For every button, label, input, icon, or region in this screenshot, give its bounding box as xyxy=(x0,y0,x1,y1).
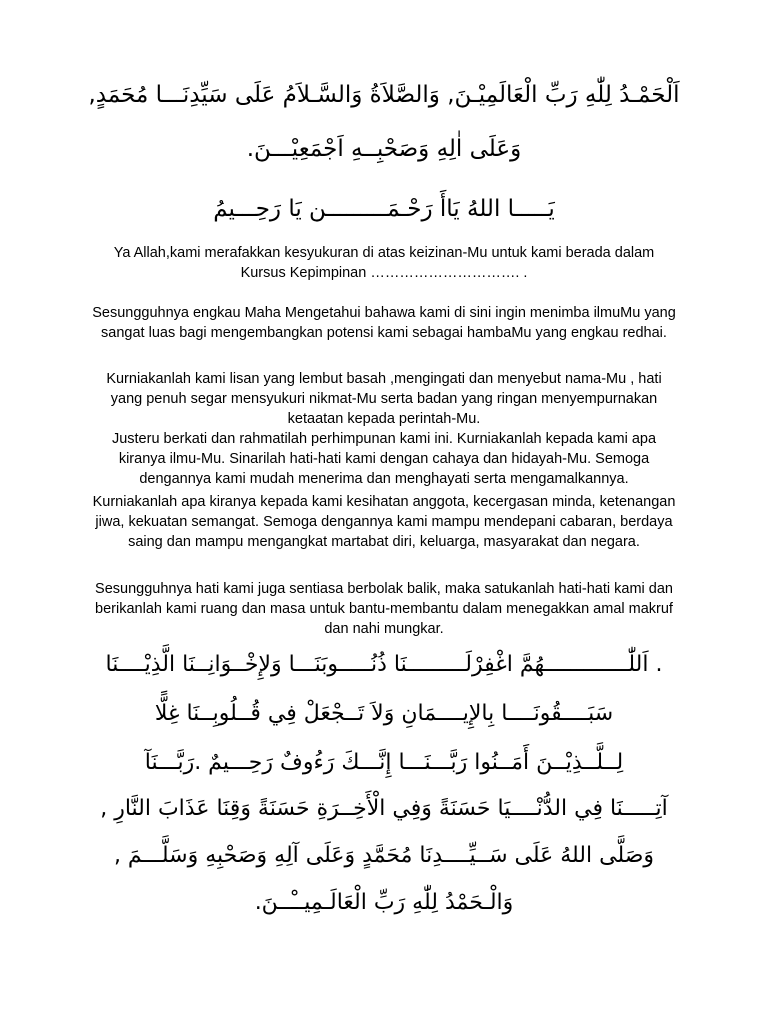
closing-prayer-line-6: وَالْـحَمْدُ لِلّٰهِ رَبِّ الْعَالَـمِيــْــنَ. xyxy=(254,890,514,915)
paragraph-health-strength: Kurniakanlah apa kiranya kepada kami kesihatan anggota, kecergasan minda, ketenangan jiwa, kekuatan semangat. Semoga dengannya kami mampu mendepani cabaran, berdaya saing dan mampu mengangkat martabat diri, keluarga, masyarakat dan negara. xyxy=(92,494,676,550)
closing-prayer-line-4: آتِـــــنَا فِي الدُّنْــــيَا حَسَنَةً وَفِي الْأَخِــرَةِ حَسَنَةً وَقِنَا عَذَابَ النَّارِ , xyxy=(100,796,668,821)
closing-prayer-line-1: . اَللّٰـــــــــــــهُمَّ اغْفِرْلَـــــــــنَا ذُنُـــــوبَنَـــا وَلإِخْــوَانِــنَا الَّذِيْــــنَا xyxy=(105,652,663,677)
paragraph-knowledge: Sesungguhnya engkau Maha Mengetahui bahawa kami di sini ingin menimba ilmuMu yang sangat luas bagi mengembangkan potensi kami sebagai hambaMu yang engkau redhai. xyxy=(92,305,676,341)
paragraph-gratitude: Ya Allah,kami merafakkan kesyukuran di atas keizinan-Mu untuk kami berada dalam Kursus Kepimpinan …………………………. . xyxy=(113,245,655,281)
opening-praise-line-1: اَلْحَمْـدُ لِلّٰهِ رَبِّ الْعَالَمِيْـنَ, وَالصَّلاَةُ وَالسَّـلاَمُ عَلَى سَيِّدِنَـــا مُحَمَدٍ, xyxy=(88,82,680,108)
paragraph-tongue-heart: Kurniakanlah kami lisan yang lembut basah ,mengingati dan menyebut nama-Mu , hati yang penuh segar mensyukuri nikmat-Mu serta badan yang ringan menyempurnakan ketaatan kepada perintah-Mu. xyxy=(106,371,662,427)
opening-praise-line-2: وَعَلَى اٰلِهِ وَصَحْبِــهِ اَجْمَعِيْـــنَ. xyxy=(246,136,522,162)
paragraph-blessing-gathering: Justeru berkati dan rahmatilah perhimpunan kami ini. Kurniakanlah kepada kami apa kiranya ilmu-Mu. Sinarilah hati-hati kami dengan cahaya dan hidayah-Mu. Semoga dengannya kami mudah menerima dan menghayati serta mengamalkannya. xyxy=(111,431,657,487)
opening-invocation: يَـــــا اللهُ يَاأَ رَحْـمَـــــــــن يَا رَحِـــيمُ xyxy=(213,196,555,222)
paragraph-unite-hearts: Sesungguhnya hati kami juga sentiasa berbolak balik, maka satukanlah hati-hati kami dan berikanlah kami ruang dan masa untuk bantu-membantu dalam menegakkan amal makruf dan nahi mungkar. xyxy=(95,581,673,637)
closing-prayer-line-3: لِــلَّــذِيْــنَ أَمَــنُوا رَبَّـــنَـــا إِنَّـــكَ رَءُوفٌ رَحِـــيمٌ .رَبَّـــنَآ xyxy=(144,750,624,775)
closing-prayer-line-5: وَصَلَّى اللهُ عَلَى سَــيِّــــدِنَا مُحَمَّدٍ وَعَلَى آلِهِ وَصَحْبِهِ وَسَلَّـــمَ , xyxy=(113,843,655,868)
closing-prayer-line-2: سَبَــــقُونَــــا بِالإِيــــمَانِ وَلاَ تَــجْعَلْ فِي قُــلُوبِــنَا غِلًّا xyxy=(154,701,614,726)
